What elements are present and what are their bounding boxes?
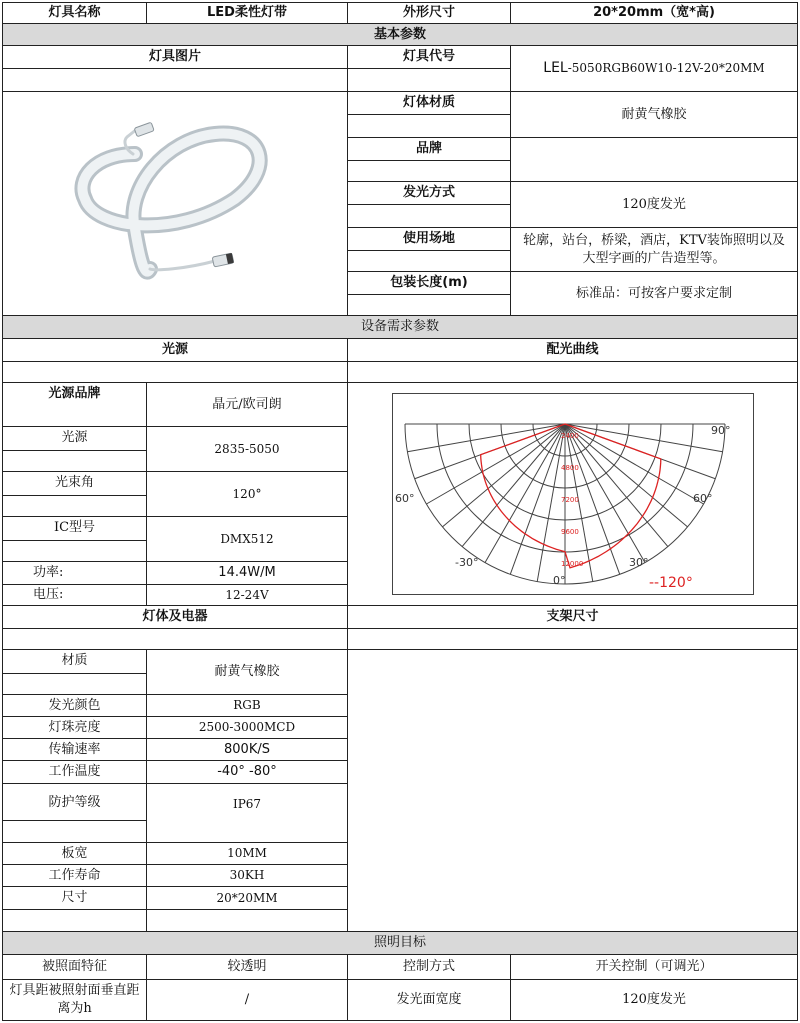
- distance-label: 灯具距被照射面垂直距离为h: [2, 979, 147, 1021]
- led-strip-image: [15, 99, 335, 309]
- body-row-spacer: [2, 820, 147, 843]
- distance-value: /: [146, 979, 348, 1021]
- angle-label: 0°: [552, 574, 565, 587]
- code-value: [510, 45, 798, 92]
- brand-label: 品牌: [347, 137, 511, 161]
- brand-spacer: [347, 160, 511, 182]
- body-row-label: 传输速率: [2, 738, 147, 761]
- polar-curve: [392, 393, 754, 595]
- beam-angle-label: --120°: [648, 575, 693, 591]
- body-row-spacer: [2, 909, 147, 932]
- ls-row-value: 14.4W/M: [146, 561, 348, 585]
- light-source-spacer: [2, 361, 348, 383]
- body-row-value: 30KH: [146, 864, 348, 887]
- ls-row-value: 12-24V: [146, 584, 348, 606]
- bracket-spacer: [347, 628, 798, 650]
- emission-value: 120度发光: [510, 181, 798, 228]
- ls-row-value: 120°: [146, 471, 348, 517]
- curve-spacer: [347, 361, 798, 383]
- body-row-spacer: [146, 909, 348, 932]
- curve-cell: [347, 382, 798, 606]
- ls-row-label: 电压:: [2, 584, 147, 606]
- body-row-value: -40° -80°: [146, 760, 348, 784]
- intensity-label: 9600: [560, 528, 579, 536]
- body-row-label: 工作温度: [2, 760, 147, 784]
- code-value-prefix: LEL: [543, 60, 568, 77]
- code-spacer: [347, 68, 511, 92]
- basic-section-title: 基本参数: [2, 23, 798, 46]
- body-spacer: [2, 628, 348, 650]
- ls-row-value: 晶元/欧司朗: [146, 382, 348, 427]
- bracket-title: 支架尺寸: [347, 605, 798, 629]
- light-source-title: 光源: [2, 338, 348, 362]
- fixture-photo: [2, 91, 348, 316]
- usage-label: 使用场地: [347, 227, 511, 251]
- angle-label: -30°: [454, 556, 478, 569]
- usage-value: 轮廓，站台，桥梁，酒店，KTV装饰照明以及大型字画的广告造型等。: [510, 227, 798, 272]
- size-label: 外形尺寸: [347, 2, 511, 24]
- body-row-label: 工作寿命: [2, 864, 147, 887]
- body-row-spacer: [2, 673, 147, 695]
- target-section-title: 照明目标: [2, 931, 798, 955]
- surface-label: 被照面特征: [2, 954, 147, 980]
- ls-row-label: 功率:: [2, 561, 147, 585]
- ls-row-spacer: [2, 450, 147, 472]
- body-row-label: 尺寸: [2, 886, 147, 910]
- body-row-value: 800K/S: [146, 738, 348, 761]
- body-row-label: 材质: [2, 649, 147, 674]
- angle-label: 30°: [628, 556, 648, 569]
- code-value-rest: -5050RGB60W10-12V-20*20MM: [567, 61, 765, 76]
- emission-label: 发光方式: [347, 181, 511, 205]
- body-row-value: 2500-3000MCD: [146, 716, 348, 739]
- material-spacer: [347, 114, 511, 138]
- package-value: 标准品：可按客户要求定制: [510, 271, 798, 316]
- material-value: 耐黄气橡胶: [510, 91, 798, 138]
- ls-row-label: 光源品牌: [2, 382, 147, 427]
- body-row-value: 耐黄气橡胶: [146, 649, 348, 695]
- body-row-value: 10MM: [146, 842, 348, 865]
- body-row-value: IP67: [146, 783, 348, 843]
- body-row-label: 板宽: [2, 842, 147, 865]
- angle-label: 60°: [394, 492, 414, 505]
- package-label: 包装长度(m): [347, 271, 511, 295]
- curve-title: 配光曲线: [347, 338, 798, 362]
- photo-spacer: [2, 68, 348, 92]
- brand-value: [510, 137, 798, 182]
- intensity-label: 12000: [560, 560, 583, 568]
- ls-row-spacer: [2, 495, 147, 517]
- body-row-label: 防护等级: [2, 783, 147, 821]
- material-label: 灯体材质: [347, 91, 511, 115]
- body-row-label: 发光颜色: [2, 694, 147, 717]
- body-row-label: 灯珠亮度: [2, 716, 147, 739]
- ls-row-value: DMX512: [146, 516, 348, 562]
- intensity-label: 7200: [560, 496, 579, 504]
- intensity-label: 2400: [560, 432, 579, 440]
- emission-spacer: [347, 204, 511, 228]
- intensity-label: 4800: [560, 464, 579, 472]
- name-value: LED柔性灯带: [146, 2, 348, 24]
- usage-spacer: [347, 250, 511, 272]
- body-row-value: 20*20MM: [146, 886, 348, 910]
- control-value: 开关控制（可调光）: [510, 954, 798, 980]
- package-spacer: [347, 294, 511, 316]
- size-value: 20*20mm（宽*高): [510, 2, 798, 24]
- code-label: 灯具代号: [347, 45, 511, 69]
- photo-label: 灯具图片: [2, 45, 348, 69]
- bracket-area: [347, 649, 798, 932]
- surface-value: 较透明: [146, 954, 348, 980]
- ls-row-spacer: [2, 540, 147, 562]
- angle-label: 90°: [710, 424, 730, 437]
- equipment-section-title: 设备需求参数: [2, 315, 798, 339]
- width-label: 发光面宽度: [347, 979, 511, 1021]
- ls-row-value: 2835-5050: [146, 426, 348, 472]
- ls-row-label: 光束角: [2, 471, 147, 496]
- ls-row-label: IC型号: [2, 516, 147, 541]
- angle-label: 60°: [692, 492, 712, 505]
- ls-row-label: 光源: [2, 426, 147, 451]
- body-section-title: 灯体及电器: [2, 605, 348, 629]
- control-label: 控制方式: [347, 954, 511, 980]
- body-row-value: RGB: [146, 694, 348, 717]
- name-label: 灯具名称: [2, 2, 147, 24]
- width-value: 120度发光: [510, 979, 798, 1021]
